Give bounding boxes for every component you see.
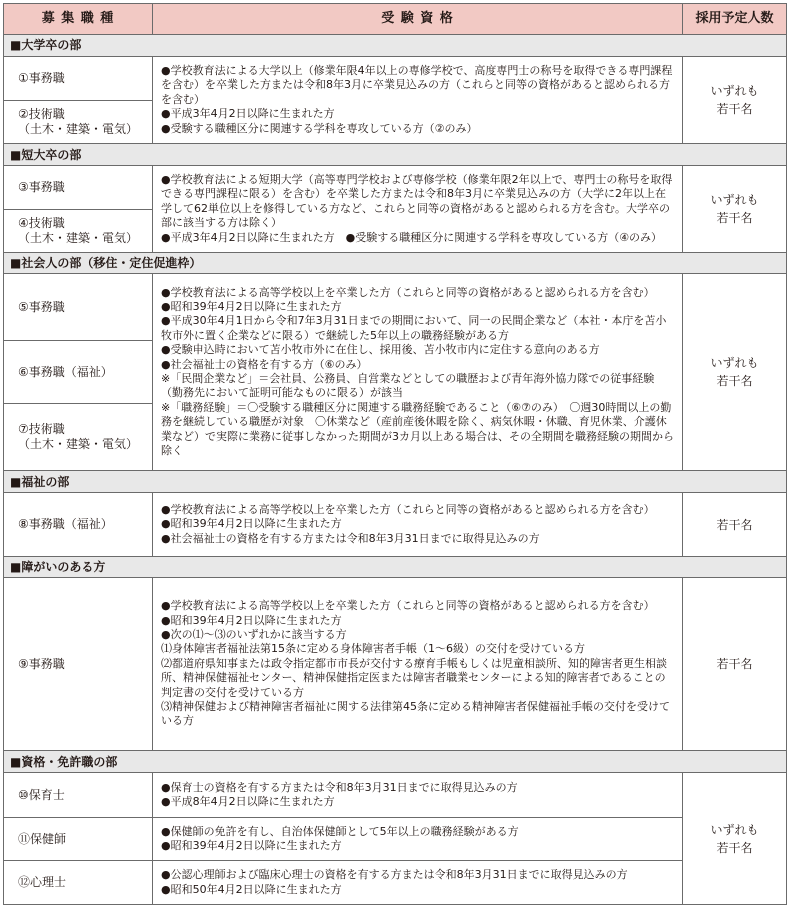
header-qualification: 受 験 資 格 — [381, 11, 454, 26]
table-header — [4, 4, 786, 35]
job-adult-3: ⑦技術職 （土木・建築・電気） — [18, 422, 139, 451]
section-license-title: ■資格・免許職の部 — [4, 750, 786, 773]
job-junior-1: ③事務職 — [18, 180, 65, 194]
count-welfare: 若干名 — [716, 517, 753, 532]
count-license: いずれも 若干名 — [710, 822, 759, 855]
job-disability-1: ⑨事務職 — [18, 656, 65, 671]
count-adult: いずれも 若干名 — [710, 356, 759, 388]
job-license-3: ⑫心理士 — [18, 875, 67, 889]
job-welfare-1: ⑧事務職（福祉） — [18, 517, 113, 531]
requirements-disability: ●学校教育法による高等学校以上を卒業した方（これらと同等の資格があると認められる方を含む） ●昭和39年4月2日以降に生まれた方 ●次の⑴～⑶のいずれかに該当する方 ⑴身体障害者福祉法第15条に定める身体障害者手帳（1～6級）の交付を受けている方 ⑵都道府県知事または政令指定都市市長が交付する療育手帳もしくは児童相談所、知的障害者更生相談所、精神保健福祉センター、精神保健指定医または障害者職業センターによる知的障害者であることの判定書の交付を受けている方 ⑶精神保健および精神障害者福祉に関する法律第45条に定める精神障害者保健福祉手帳の交付を受けている方 — [161, 599, 670, 728]
job-adult-2: ⑥事務職（福祉） — [18, 364, 113, 379]
count-disability: 若干名 — [716, 657, 753, 671]
count-university: いずれも 若干名 — [710, 84, 759, 116]
header-category: 募 集 職 種 — [41, 11, 115, 26]
section-welfare-title: ■福祉の部 — [4, 470, 786, 493]
job-license-2: ⑪保健師 — [18, 831, 67, 846]
job-university-2: ②技術職 （土木・建築・電気） — [18, 107, 139, 136]
header-count: 採用予定人数 — [695, 11, 774, 26]
job-junior-2: ④技術職 （土木・建築・電気） — [18, 216, 139, 245]
requirements-junior: ●学校教育法による短期大学（高等専門学校および専修学校（修業年限2年以上で、専門士の称号を取得できる専門課程に限る）を含む）を卒業した方または令和8年3月に卒業見込みの方（大学に2年以上在学して62単位以上を修得している方など、これらと同等の資格があると認められる方を含む。大学卒の部に該当する方は除く） ●平成3年4月2日以降に生まれた方 ●受験する職種区分に関連する学科を専攻している方（④のみ） — [161, 172, 673, 244]
count-junior: いずれも 若干名 — [710, 193, 759, 225]
divider — [682, 4, 683, 34]
requirements-university: ●学校教育法による大学以上（修業年限4年以上の専修学校で、高度専門士の称号を取得できる専門課程を含む）を卒業した方または令和8年3月に卒業見込みの方（これらと同等の資格があると認められる方を含む） ●平成3年4月2日以降に生まれた方 ●受験する職種区分に関連する学科を専攻している方（②のみ） — [161, 63, 673, 135]
section-adult-title: ■社会人の部（移住・定住促進枠） — [4, 252, 786, 274]
recruitment-table — [3, 3, 787, 905]
requirements-license-1: ●保育士の資格を有する方または令和8年3月31日までに取得見込みの方 ●平成8年4月2日以降に生まれた方 — [161, 780, 518, 808]
job-license-1: ⑩保育士 — [18, 787, 65, 802]
requirements-welfare: ●学校教育法による高等学校以上を卒業した方（これらと同等の資格があると認められる方を含む） ●昭和39年4月2日以降に生まれた方 ●社会福祉士の資格を有する方または令和8年3月31日までに取得見込みの方 — [161, 502, 655, 545]
requirements-license-2: ●保健師の免許を有し、自治体保健師として5年以上の職務経験がある方 ●昭和39年4月2日以降に生まれた方 — [161, 824, 519, 852]
job-adult-1: ⑤事務職 — [18, 299, 65, 314]
job-university-1: ①事務職 — [18, 71, 65, 85]
section-junior-title: ■短大卒の部 — [4, 143, 786, 166]
section-university-title: ■大学卒の部 — [4, 35, 786, 57]
requirements-license-3: ●公認心理師および臨床心理士の資格を有する方または令和8年3月31日までに取得見込みの方 ●昭和50年4月2日以降に生まれた方 — [161, 868, 628, 896]
divider — [152, 4, 153, 34]
section-disability-title: ■障がいのある方 — [4, 556, 786, 578]
requirements-adult: ●学校教育法による高等学校以上を卒業した方（これらと同等の資格があると認められる方を含む） ●昭和39年4月2日以降に生まれた方 ●平成30年4月1日から令和7年3月31日までの期間において、同一の民間企業など（本社・本庁を苫小牧市外に置く企業などに限る）で継続した5年以上の職務経験がある方 ●受験申込時において苫小牧市外に在住し、採用後、苫小牧市内に定住する意向のある方 ●社会福祉士の資格を有する方（⑥のみ） ※「民間企業など」＝会社員、公務員、自営業などとしての職歴および青年海外協力隊での従事経験（勤務先において証明可能なものに限る）が該当 ※「職務経験」＝〇受験する職種区分に関連する職務経験であること（⑥⑦のみ） 〇週30時間以上の勤務を継続している職歴が対象 〇休業など（産前産後休暇を除く、病気休暇・休職、育児休業、介護休業など）で実際に業務に従事しなかった期間が3カ月以上ある場合は、その全期間を職務経験の期間から除く — [161, 285, 674, 458]
